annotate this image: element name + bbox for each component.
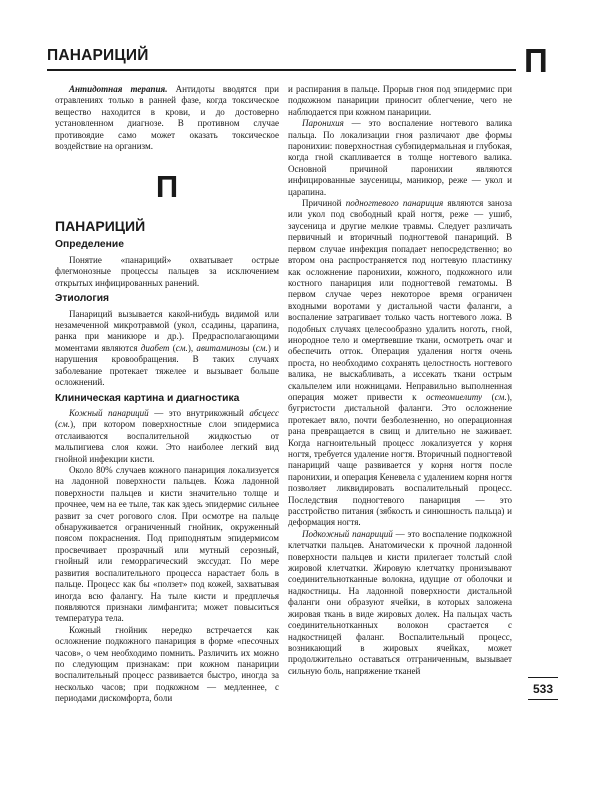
clinic-heading: Клиническая картина и диагностика (55, 392, 240, 404)
etiology-paragraph (55, 309, 279, 389)
osteomyelitis-term: остеомиелиту (426, 391, 483, 402)
clinic-text-b: ( (55, 419, 59, 430)
paronychia-text: — это воспаление ногтевого валика пальца. По локализации гноя различают две формы паронихии: поверхностная субэпидермальная и глубокая, когда гной скапливается в толще ногтевого валика. Основной причиной паронихии являются инфицированные заусеницы, маникюр, реже — укол и царапина. (288, 118, 512, 197)
skin-panaritium-term: Кожный панариций (69, 408, 149, 418)
paronychia-paragraph (288, 118, 512, 198)
see-reference: см. (58, 419, 71, 430)
section-letter-marker: П (524, 42, 548, 79)
etiology-text-c: ), (187, 342, 197, 353)
see-reference: см. (175, 342, 188, 353)
section-title: ПАНАРИЦИЙ (55, 218, 146, 235)
etiology-heading: Этиология (55, 293, 110, 305)
abscess-term: абсцесс (249, 408, 279, 418)
subnail-text-b: являются заноза или укол под свободный край ногтя, реже — ушиб, заусеница и другие мелкие травмы. Следует различать первичный и вторичный подногтевой панариций. В первом случае инфекция попадает непосредственно; во втором она распространяется под ногтевую пластинку как осложнение паронихии, кожного, подкожного или костного панариция или подногтевой гематомы. В первом случае через некоторое время ограничен входными воротами у дистальной части фаланги, а воспаление затрагивает только часть ногтевого ложа. В подобных случаях целесообразно удалить ноготь, гной, инородное тело и омертвевшие ткани, осмотреть очаг и обеспечить отток. Операция удаления ногтя очень проста, но необходимо сохранять целостность ногтевого валика, не выскабливать, а иссекать ткани острым скальпелем или ножницами. Неправильно выполненная операция может привести к (288, 198, 512, 402)
diabetes-term: диабет (140, 342, 170, 353)
clinic-paragraph-1 (55, 408, 279, 465)
clinic-paragraph-2: Около 80% случаев кожного панариция локализуется на ладонной поверхности пальцев. Кожа ладонной поверхности пальцев и кисти значительно толще и прочнее, чем на ее тыле, так как здесь эпидермис сильнее развит за счет рогового слоя. При осмотре на пальце обнаруживается ограниченный гнойник, окруженный поясом покраснения. Под приподнятым эпидермисом просвечивает прозрачный или мутный серозный, гнойный или геморрагический экссудат. По мере развития воспалительного процесса нарастает боль в пальце. Процесс как бы «ползет» под кожей, захватывая иногда всю фалангу. На тыле кисти и предплечья появляются признаки лимфангита; может повыситься температура тела. (55, 465, 279, 624)
definition-text: Понятие «панариций» охватывает острые флегмонозные процессы пальцев за исключением открытых инфицированных ранений. (55, 254, 279, 288)
header-rule (47, 69, 516, 71)
etiology-text-a: Панариций вызывается какой-нибудь видимой или незамеченной микротравмой (укол, ссадины, царапина, ранка при маникюре и др.). Предрасполагающими моментами являются (55, 308, 279, 353)
etiology-text-b: ( (169, 342, 176, 353)
antidote-paragraph (55, 84, 279, 152)
etiology-text-e: ) и нарушения кровообращения. В таких случаях заболевание протекает тяжелее и вызывает больше осложнений. (55, 342, 279, 388)
subnail-paragraph (288, 198, 512, 529)
subnail-text-c: ( (482, 391, 495, 402)
subnail-text-d: ), бугристости дистальной фаланги. Это осложнение протекает вяло, почти безболезненно, но операционная рана превращается в свищ и длительно не заживает. Когда нагноительный процесс локализуется у корня ногтя, требуется удаление ногтя. Вторичный подногтевой панариций чаще развивается у корня ногтя после паронихии, и операция Кеневела с удалением корня ногтя позволяет ликвидировать воспалительный процесс. Последствия подногтевого панариция — это расстройство питания (зябкость и синюшность пальца) и деформация ногтя. (288, 391, 512, 528)
right-column (288, 84, 512, 677)
running-header-title: ПАНАРИЦИЙ (47, 47, 149, 64)
page-number-rule-top (528, 677, 558, 678)
page-number-rule-bottom (528, 699, 558, 700)
subcutaneous-panaritium-term: Подкожный панариций (302, 528, 393, 539)
subcutaneous-paragraph (288, 529, 512, 677)
chapter-letter: П (155, 169, 179, 205)
continued-paragraph: и распирания в пальце. Прорыв гноя под эпидермис при подкожном панариции приносит облегчение, чего не наблюдается при кожном панариции. (288, 84, 512, 117)
see-reference: см. (255, 342, 268, 353)
subcutaneous-text: — это воспаление подкожной клетчатки пальцев. Анатомически к прочной ладонной поверхности пальцев и кисти прилегает толстый слой жировой клетчатки. Жировую клетчатку пронизывают соединительнотканные волокна, идущие от оболочки и надкостницы. На ладонной поверхности дистальной фаланги они образуют ячейки, в которых заложена жировая ткань в виде жировых долек. На пальцах часть соединительнотканных волокон срастается с надкостницей фаланг. Воспалительный процесс, возникающий в жировых ячейках, может продолжительно оставаться отграниченным, вызывает сильную боль, напряжение тканей (288, 528, 512, 676)
antidote-text: Антидоты вводятся при отравлениях только в ранней фазе, когда токсическое вещество находится в крови, и до достоверно установленном диагнозе. В противном случае противоядие само может оказать токсическое воздействие на организм. (55, 84, 279, 152)
paronychia-term: Паронихия (302, 118, 344, 129)
antidote-lead: Антидотная терапия. (69, 84, 168, 94)
subnail-text-a: Причиной (302, 198, 346, 209)
left-column (55, 84, 279, 705)
clinic-text-c: ), при котором поверхностные слои эпидермиса отслаиваются воспалительной жидкостью от мальпигиева слоя кожи. Это наиболее легкий вид гнойной инфекции кисти. (55, 419, 279, 464)
etiology-text-d: ( (249, 342, 256, 353)
definition-heading: Определение (55, 239, 124, 251)
avitaminosis-term: авитаминозы (196, 342, 250, 353)
page-number: 533 (532, 682, 554, 696)
clinic-paragraph-3: Кожный гнойник нередко встречается как осложнение подкожного панариция в форме «песочных часов», о чем необходимо помнить. Различить их можно по следующим признакам: при кожном панариции воспалительный процесс развивается быстро, иногда за несколько часов; при подкожном — медленнее, с периодами дискомфорта, боли (55, 624, 279, 704)
see-reference: см. (494, 391, 507, 402)
subnail-panaritium-term: подногтевого панариция (345, 198, 444, 209)
clinic-text-a: — это внутрикожный (148, 408, 250, 418)
